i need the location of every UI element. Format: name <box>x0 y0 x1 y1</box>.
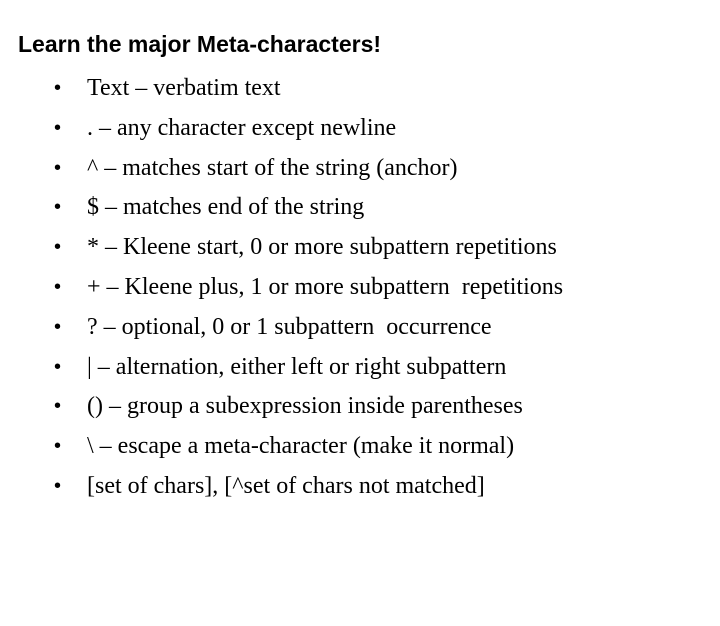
bullet-icon: • <box>54 355 62 378</box>
bullet-list <box>54 69 564 507</box>
bullet-icon: • <box>54 156 62 179</box>
list-item <box>54 188 365 228</box>
bullet-icon: • <box>54 275 62 298</box>
bullet-icon: • <box>54 474 62 497</box>
list-item-text: | – alternation, either left or right subpattern <box>87 353 507 380</box>
list-item-text: ? – optional, 0 or 1 subpattern occurrence <box>87 313 492 340</box>
list-item <box>54 149 458 189</box>
list-item-text: + – Kleene plus, 1 or more subpattern repetitions <box>87 273 564 300</box>
list-item <box>54 427 515 467</box>
list-item <box>54 69 281 109</box>
list-item <box>54 268 564 308</box>
bullet-icon: • <box>54 315 62 338</box>
list-item <box>54 348 507 388</box>
bullet-icon: • <box>54 236 62 259</box>
list-item-text: Text – verbatim text <box>87 75 281 101</box>
list-item-text: \ – escape a meta-character (make it normal) <box>87 433 515 460</box>
slide-title: Learn the major Meta-characters! <box>18 31 382 57</box>
list-item-text: () – group a subexpression inside parentheses <box>87 393 523 420</box>
list-item-text: $ – matches end of the string <box>87 194 365 221</box>
list-item <box>54 308 492 348</box>
bullet-icon: • <box>54 435 62 458</box>
bullet-icon: • <box>54 116 62 139</box>
bullet-icon: • <box>54 395 62 418</box>
list-item-text: . – any character except newline <box>87 114 397 141</box>
list-item <box>54 387 523 427</box>
list-item <box>54 109 397 149</box>
bullet-icon: • <box>54 196 62 219</box>
list-item-text: [set of chars], [^set of chars not matched] <box>87 472 485 499</box>
list-item <box>54 228 557 268</box>
list-item-text: * – Kleene start, 0 or more subpattern repetitions <box>87 234 557 261</box>
bullet-icon: • <box>54 77 62 99</box>
list-item <box>54 467 485 507</box>
list-item-text: ^ – matches start of the string (anchor) <box>87 154 458 181</box>
